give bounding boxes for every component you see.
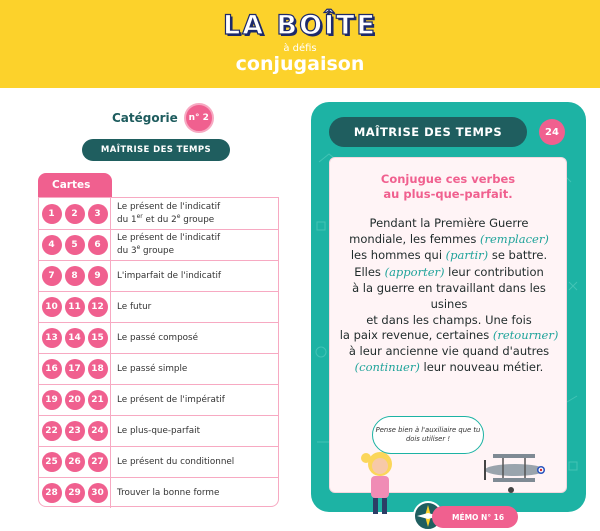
card-number[interactable]: 3 bbox=[88, 204, 108, 224]
card-number[interactable]: 12 bbox=[88, 297, 108, 317]
card-number[interactable]: 8 bbox=[65, 266, 85, 286]
logo-word: conjugaison bbox=[235, 53, 365, 75]
plane-illustration bbox=[475, 440, 557, 498]
card-number[interactable]: 29 bbox=[65, 483, 85, 503]
card-number[interactable]: 15 bbox=[88, 328, 108, 348]
card-number[interactable]: 26 bbox=[65, 452, 85, 472]
card-instruction: Conjugue ces verbes au plus-que-parfait. bbox=[380, 172, 516, 201]
card-number[interactable]: 6 bbox=[88, 235, 108, 255]
verb-hint: (partir) bbox=[445, 247, 489, 262]
row-label: Le présent du conditionnel bbox=[117, 456, 235, 467]
exercise-paragraph-1: Pendant la Première Guerre mondiale, les femmes (remplacer) les hommes qui (partir) se battre. bbox=[349, 216, 549, 262]
memo-reference-button[interactable]: MÉMO N° 16 bbox=[432, 506, 518, 528]
card-number[interactable]: 21 bbox=[88, 390, 108, 410]
table-row bbox=[39, 291, 278, 322]
card-number[interactable]: 18 bbox=[88, 359, 108, 379]
table-row bbox=[39, 353, 278, 384]
card-number[interactable]: 28 bbox=[42, 483, 62, 503]
category-number-badge: n° 2 bbox=[184, 103, 214, 133]
table-row bbox=[39, 260, 278, 291]
row-label: Trouver la bonne forme bbox=[117, 487, 220, 498]
card-number[interactable]: 13 bbox=[42, 328, 62, 348]
verb-hint: (remplacer) bbox=[480, 231, 549, 246]
card-number[interactable]: 11 bbox=[65, 297, 85, 317]
cards-table-header: Cartes bbox=[38, 173, 112, 197]
girl-illustration bbox=[360, 448, 400, 518]
card-number[interactable]: 1 bbox=[42, 204, 62, 224]
row-label: Le futur bbox=[117, 301, 152, 312]
row-label: Le plus-que-parfait bbox=[117, 425, 201, 436]
card-number[interactable]: 16 bbox=[42, 359, 62, 379]
table-row bbox=[39, 198, 278, 229]
card-number[interactable]: 30 bbox=[88, 483, 108, 503]
card-body bbox=[329, 157, 567, 522]
table-row bbox=[39, 415, 278, 446]
card-number[interactable]: 27 bbox=[88, 452, 108, 472]
card-number[interactable]: 2 bbox=[65, 204, 85, 224]
row-label: Le passé composé bbox=[117, 332, 199, 343]
verb-hint: (retourner) bbox=[492, 328, 559, 343]
card-number[interactable]: 4 bbox=[42, 235, 62, 255]
card-number-badge: 24 bbox=[539, 119, 565, 145]
table-row bbox=[39, 446, 278, 477]
logo-title: LA BOÎTE bbox=[223, 10, 377, 41]
card-number[interactable]: 5 bbox=[65, 235, 85, 255]
row-label: Le passé simple bbox=[117, 363, 188, 374]
challenge-card[interactable] bbox=[311, 102, 586, 522]
card-number[interactable]: 20 bbox=[65, 390, 85, 410]
logo bbox=[0, 10, 600, 75]
card-number[interactable]: 14 bbox=[65, 328, 85, 348]
card-number[interactable]: 19 bbox=[42, 390, 62, 410]
card-number[interactable]: 17 bbox=[65, 359, 85, 379]
row-label: Le présent de l'indicatif du 1er et du 2e groupe bbox=[117, 201, 221, 225]
logo-subtitle: à défis bbox=[283, 43, 317, 54]
row-label: Le présent de l'indicatif du 3e groupe bbox=[117, 233, 221, 256]
card-number[interactable]: 10 bbox=[42, 297, 62, 317]
table-row bbox=[39, 477, 278, 508]
card-number[interactable]: 9 bbox=[88, 266, 108, 286]
exercise-paragraph-2: Elles (apporter) leur contribution à la guerre en travaillant dans les usines et dans les champs. Une fois la paix revenue, certaines (retourner) à leur ancienne vie quand d'autres (continuer) leur nouveau métier. bbox=[339, 265, 559, 375]
table-row bbox=[39, 384, 278, 415]
card-number[interactable]: 25 bbox=[42, 452, 62, 472]
card-number[interactable]: 23 bbox=[65, 421, 85, 441]
table-row bbox=[39, 322, 278, 353]
category-name: MAÎTRISE DES TEMPS bbox=[82, 139, 230, 161]
cards-table bbox=[38, 197, 279, 507]
row-label: Le présent de l'impératif bbox=[117, 394, 225, 405]
category-row bbox=[112, 103, 214, 133]
hint-speech-bubble: Pense bien à l'auxiliaire que tu dois utiliser ! bbox=[372, 416, 484, 454]
card-number[interactable]: 7 bbox=[42, 266, 62, 286]
row-label: L'imparfait de l'indicatif bbox=[117, 270, 222, 281]
table-row bbox=[39, 229, 278, 260]
card-header bbox=[311, 117, 586, 147]
verb-hint: (continuer) bbox=[354, 360, 420, 375]
category-label: Catégorie bbox=[112, 111, 178, 125]
card-number[interactable]: 24 bbox=[88, 421, 108, 441]
card-title: MAÎTRISE DES TEMPS bbox=[329, 117, 527, 147]
card-number[interactable]: 22 bbox=[42, 421, 62, 441]
verb-hint: (apporter) bbox=[384, 265, 445, 279]
